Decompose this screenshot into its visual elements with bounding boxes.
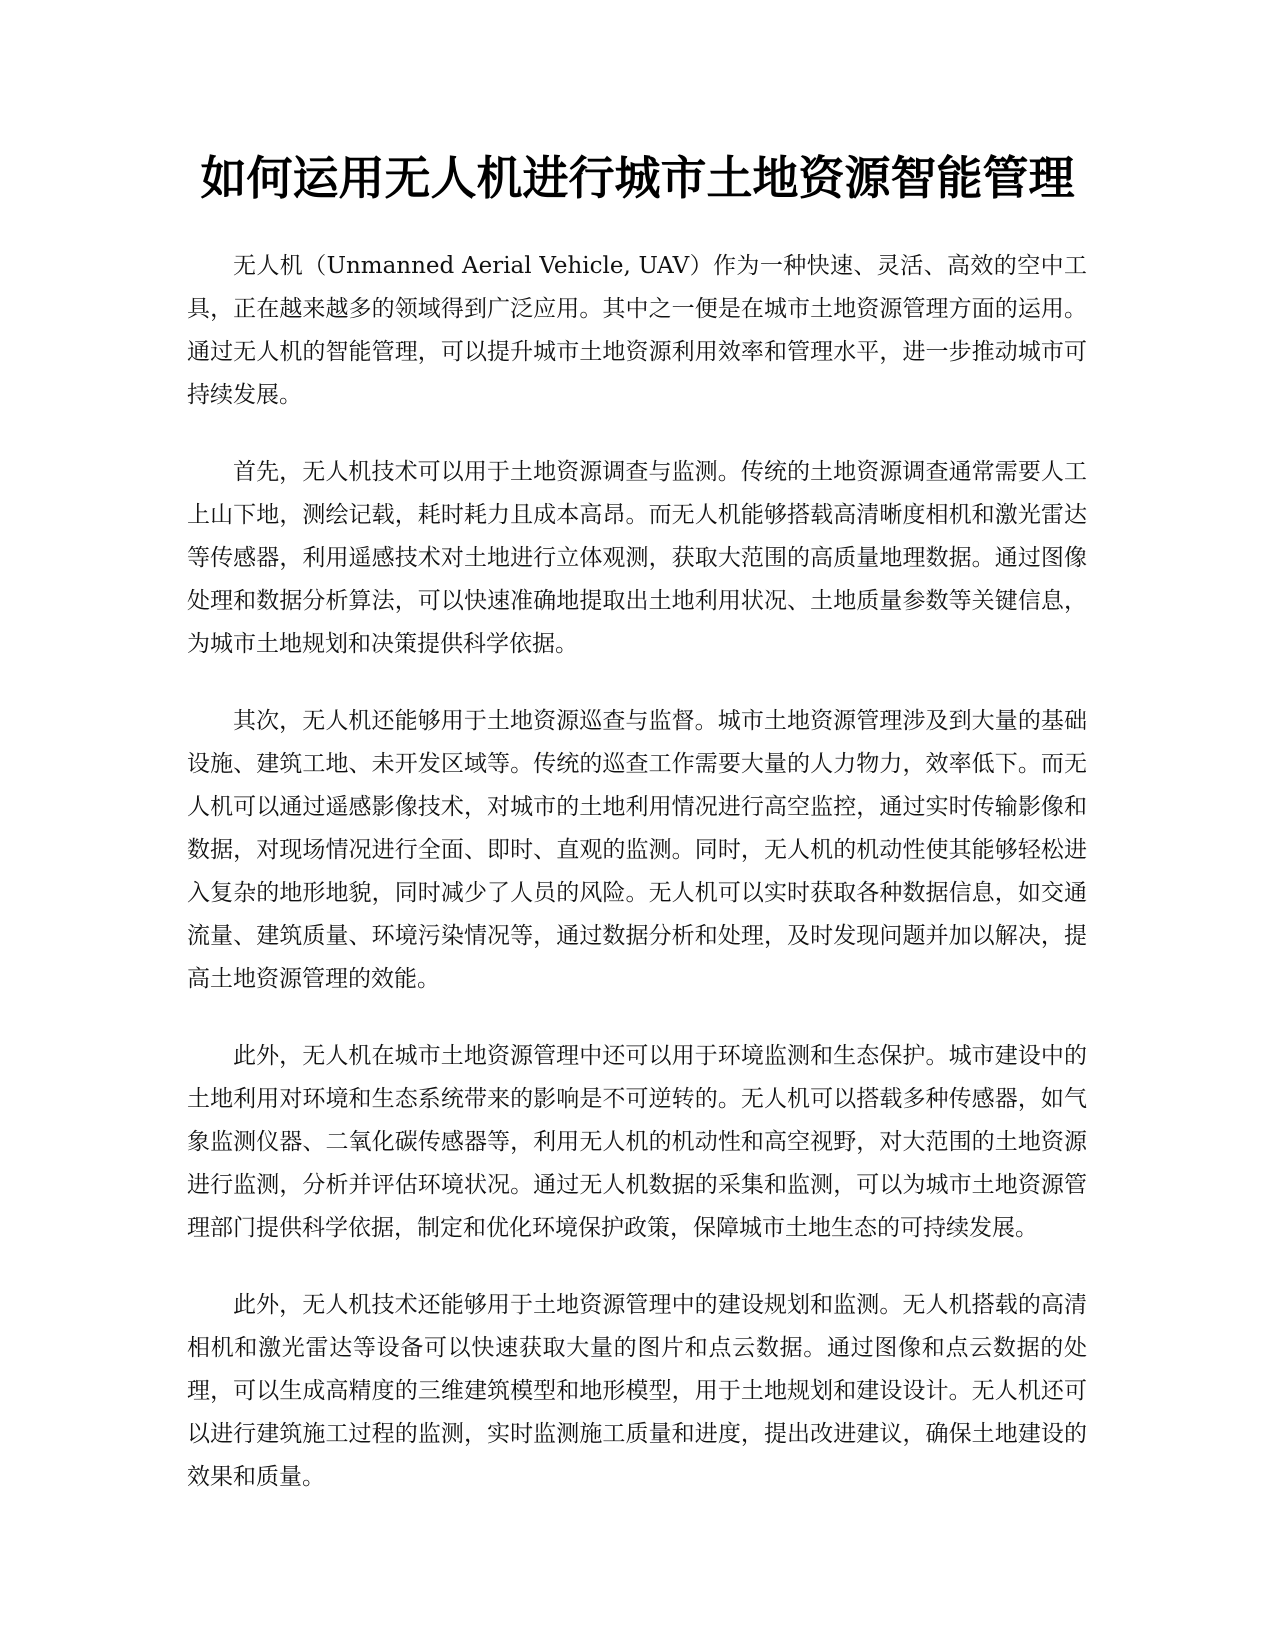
paragraph-environment: 此外，无人机在城市土地资源管理中还可以用于环境监测和生态保护。城市建设中的土地利用对环境和生态系统带来的影响是不可逆转的。无人机可以搭载多种传感器，如气象监测仪器、二氧化碳传感器等，利用无人机的机动性和高空视野，对大范围的土地资源进行监测，分析并评估环境状况。通过无人机数据的采集和监测，可以为城市土地资源管理部门提供科学依据，制定和优化环境保护政策，保障城市土地生态的可持续发展。 xyxy=(187,1043,1087,1241)
document-title: 如何运用无人机进行城市土地资源智能管理 xyxy=(200,151,1075,205)
document-body xyxy=(187,245,1087,1533)
paragraph-intro: 无人机（Unmanned Aerial Vehicle, UAV）作为一种快速、灵活、高效的空中工具，正在越来越多的领域得到广泛应用。其中之一便是在城市土地资源管理方面的运用。通过无人机的智能管理，可以提升城市土地资源利用效率和管理水平，进一步推动城市可持续发展。 xyxy=(187,253,1087,408)
paragraph-inspection: 其次，无人机还能够用于土地资源巡查与监督。城市土地资源管理涉及到大量的基础设施、建筑工地、未开发区域等。传统的巡查工作需要大量的人力物力，效率低下。而无人机可以通过遥感影像技术，对城市的土地利用情况进行高空监控，通过实时传输影像和数据，对现场情况进行全面、即时、直观的监测。同时，无人机的机动性使其能够轻松进入复杂的地形地貌，同时减少了人员的风险。无人机可以实时获取各种数据信息，如交通流量、建筑质量、环境污染情况等，通过数据分析和处理，及时发现问题并加以解决，提高土地资源管理的效能。 xyxy=(187,708,1087,992)
paragraph-construction: 此外，无人机技术还能够用于土地资源管理中的建设规划和监测。无人机搭载的高清相机和激光雷达等设备可以快速获取大量的图片和点云数据。通过图像和点云数据的处理，可以生成高精度的三维建筑模型和地形模型，用于土地规划和建设设计。无人机还可以进行建筑施工过程的监测，实时监测施工质量和进度，提出改进建议，确保土地建设的效果和质量。 xyxy=(187,1292,1087,1490)
paragraph-survey: 首先，无人机技术可以用于土地资源调查与监测。传统的土地资源调查通常需要人工上山下地，测绘记载，耗时耗力且成本高昂。而无人机能够搭载高清晰度相机和激光雷达等传感器，利用遥感技术对土地进行立体观测，获取大范围的高质量地理数据。通过图像处理和数据分析算法，可以快速准确地提取出土地利用状况、土地质量参数等关键信息，为城市土地规划和决策提供科学依据。 xyxy=(187,459,1087,657)
